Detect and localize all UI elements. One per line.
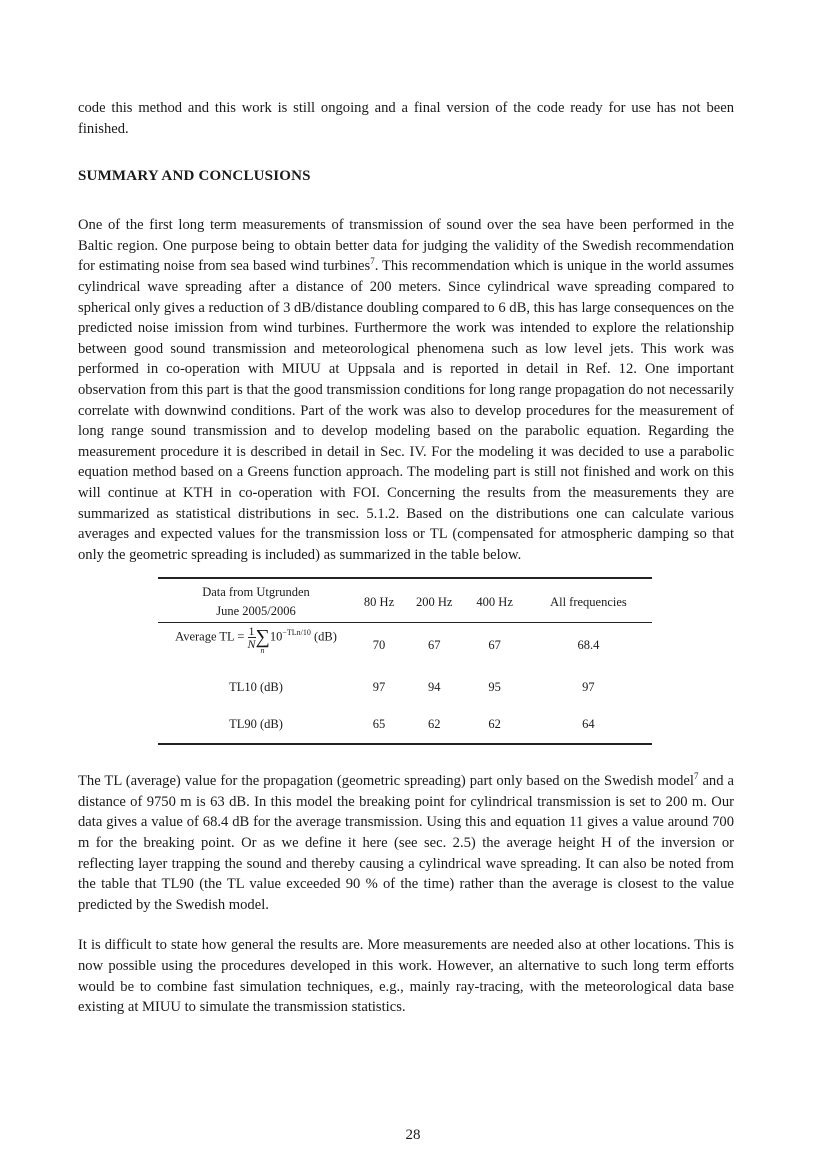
table-cell: 62 [488,717,501,732]
table-cell: 62 [428,717,441,732]
table-row [158,706,652,744]
table-cell: 67 [428,638,441,653]
formula-prefix: Average TL = [175,629,248,644]
table-cell: 68.4 [577,638,600,653]
column-header: 400 Hz [464,578,524,622]
table-cell: 65 [372,717,386,732]
summary-text-1: One of the first long term measurements of transmission of sound over the sea have been performed in the Baltic region. One purpose being to obtain better data for judging the validity of the Swedish recommendation for estimating noise from sea based wind turbines [78,217,734,275]
table-row [158,668,652,706]
formula-unit: (dB) [310,629,337,644]
transmission-loss-table [158,577,652,745]
table-row [158,622,652,668]
page-content [78,98,734,1018]
column-header: 80 Hz [354,578,404,622]
table-cell: 64 [582,717,595,732]
formula-exponent: −TLn/10 [282,628,311,638]
section-heading: SUMMARY AND CONCLUSIONS [78,168,311,185]
fraction-numerator: 1 [248,624,255,639]
closing-paragraph: It is difficult to state how general the results are. More measurements are needed also at other locations. This is now possible using the procedures developed in this work. However, an alternative to such long term efforts would be to combine fast simulation techniques, e.g., mainly ray-tracing, with the meteorological data base existing at MIUU to simulate the transmission statistics. [78,937,734,1016]
summary-text-2: . This recommendation which is unique in the world assumes cylindrical wave spreading after a distance of 200 meters. Since cylindrical wave spreading compared to spherical only gives a reduction of 3 dB/distance doubling compared to 6 dB, this has large consequences on the predicted noise imission from wind turbines. Furthermore the work was intended to explore the relationship between good sound transmission and meteorological phenomena such as low level jets. This work was performed in co-operation with MIUU at Uppsala and is reported in detail in Ref. 12. One important observation from this part is that the good transmission conditions for long range propagation do not necessarily correlate with downwind conditions. Part of the work was also to develop procedures for the measurement of long range sound transmission and to develop modeling based on the parabolic equation. Regarding the measurement procedure it is described in detail in Sec. IV. For the modeling it was decided to use a parabolic equation method based on a Greens function approach. The modeling part is still not finished and work on this will continue at KTH in co-operation with FOI. Concerning the results from the measurements they are summarized as statistical distributions in sec. 5.1.2. Based on the distributions one can calculate various averages and expected values for the transmission loss or TL (compensated for atmospheric damping so that only the geometric spreading is included) as summarized in the table below. [78,258,734,563]
reference-superscript: 7 [370,256,375,267]
row-label: TL90 (dB) [229,717,283,732]
header-line-2: June 2005/2006 [216,604,296,619]
sigma-glyph: ∑ [255,626,270,649]
table-cell: 67 [488,638,501,653]
results-text-2: and a distance of 9750 m is 63 dB. In this model the breaking point for cylindrical transmission is set to 200 m. Our data gives a value of 68.4 dB for the average transmission. Using this and equation 11 gives a value around 700 m for the breaking point. Or as we define it here (see sec. 2.5) the average height H of the inversion or reflecting layer trapping the sound and thereby causing a cylindrical wave spreading. It can also be noted from the table that TL90 (the TL value exceeded 90 % of the time) rather than the average is closest to the value predicted by the Swedish model. [78,773,734,913]
table-cell: 70 [372,638,386,653]
fraction-denominator: N [247,637,256,652]
table-cell: 94 [428,679,441,694]
formula-fraction [248,625,256,650]
table-header-row [158,578,652,622]
intro-paragraph: code this method and this work is still ongoing and a final version of the code ready for use has not been finished. [78,100,734,137]
summary-paragraph [78,215,734,565]
results-text-1: The TL (average) value for the propagation (geometric spreading) part only based on the Swedish model [78,773,694,790]
column-header: All frequencies [525,578,652,622]
average-tl-formula [158,622,354,668]
formula-base: 10 [269,629,283,644]
results-paragraph [78,771,734,915]
reference-superscript: 7 [693,771,699,782]
sigma-subscript: n [260,646,265,656]
row-label: TL10 (dB) [229,679,283,694]
page-number: 28 [405,1127,421,1143]
sigma-symbol [255,626,270,656]
table-cell: 97 [582,679,595,694]
table-cell: 97 [372,679,386,694]
table-header-data-source [158,578,354,622]
header-line-1: Data from Utgrunden [202,585,310,600]
column-header: 200 Hz [404,578,464,622]
table-cell: 95 [488,679,501,694]
